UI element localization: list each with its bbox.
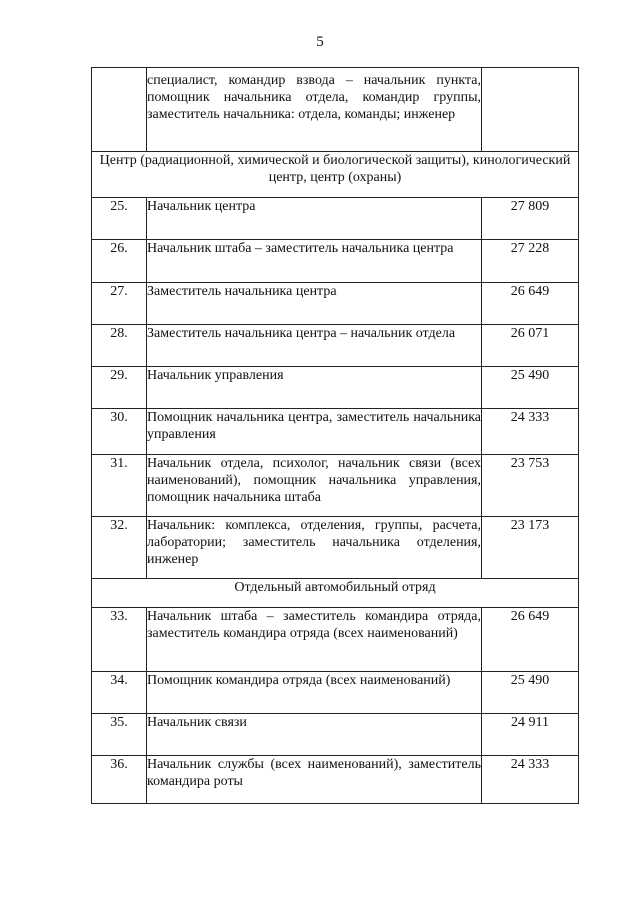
row-number: 31. [92, 455, 147, 517]
position-name: Начальник связи [147, 714, 482, 756]
row-number: 36. [92, 756, 147, 804]
section-title: Отдельный автомобильный отряд [92, 579, 579, 608]
position-name: Помощник начальника центра, заместитель начальника управления [147, 409, 482, 455]
position-name: специалист, командир взвода – начальник пункта, помощник начальника отдела, командир группы, заместитель начальника: отдела, команды; инженер [147, 68, 482, 152]
table-row [92, 756, 579, 804]
row-number: 28. [92, 325, 147, 367]
section-title: Центр (радиационной, химической и биологической защиты), кинологический центр, центр (охраны) [92, 152, 579, 198]
salary-value: 24 911 [482, 714, 579, 756]
salary-value: 25 490 [482, 367, 579, 409]
position-name: Заместитель начальника центра – начальник отдела [147, 325, 482, 367]
position-name: Начальник штаба – заместитель командира отряда, заместитель командира отряда (всех наименований) [147, 608, 482, 672]
salary-value: 26 071 [482, 325, 579, 367]
table-row [92, 325, 579, 367]
salary-value: 24 333 [482, 409, 579, 455]
section-header-row [92, 579, 579, 608]
row-number: 34. [92, 672, 147, 714]
position-name: Начальник управления [147, 367, 482, 409]
row-number-cell [92, 68, 147, 152]
table-row [92, 714, 579, 756]
table-row [92, 240, 579, 283]
salary-table [91, 67, 579, 804]
row-number: 25. [92, 198, 147, 240]
table-row [92, 672, 579, 714]
row-number: 30. [92, 409, 147, 455]
table-row [92, 455, 579, 517]
table-row [92, 517, 579, 579]
table-row [92, 409, 579, 455]
table-row [92, 283, 579, 325]
position-name: Начальник: комплекса, отделения, группы, расчета, лаборатории; заместитель начальника отделения, инженер [147, 517, 482, 579]
table-row [92, 367, 579, 409]
position-name: Помощник командира отряда (всех наименований) [147, 672, 482, 714]
salary-value: 26 649 [482, 283, 579, 325]
salary-value: 23 173 [482, 517, 579, 579]
salary-value: 26 649 [482, 608, 579, 672]
row-number: 33. [92, 608, 147, 672]
salary-value: 27 809 [482, 198, 579, 240]
row-number: 35. [92, 714, 147, 756]
salary-value: 25 490 [482, 672, 579, 714]
table-row [92, 198, 579, 240]
table-row-continuation [92, 68, 579, 152]
position-name: Начальник отдела, психолог, начальник связи (всех наименований), помощник начальника управления, помощник начальника штаба [147, 455, 482, 517]
section-header-row [92, 152, 579, 198]
salary-value: 24 333 [482, 756, 579, 804]
page-number: 5 [316, 34, 324, 50]
position-name: Начальник центра [147, 198, 482, 240]
row-number: 26. [92, 240, 147, 283]
table-row [92, 608, 579, 672]
position-name: Начальник штаба – заместитель начальника центра [147, 240, 482, 283]
row-number: 32. [92, 517, 147, 579]
salary-value: 23 753 [482, 455, 579, 517]
position-name: Заместитель начальника центра [147, 283, 482, 325]
position-name: Начальник службы (всех наименований), заместитель командира роты [147, 756, 482, 804]
salary-value-cell [482, 68, 579, 152]
row-number: 29. [92, 367, 147, 409]
row-number: 27. [92, 283, 147, 325]
salary-value: 27 228 [482, 240, 579, 283]
